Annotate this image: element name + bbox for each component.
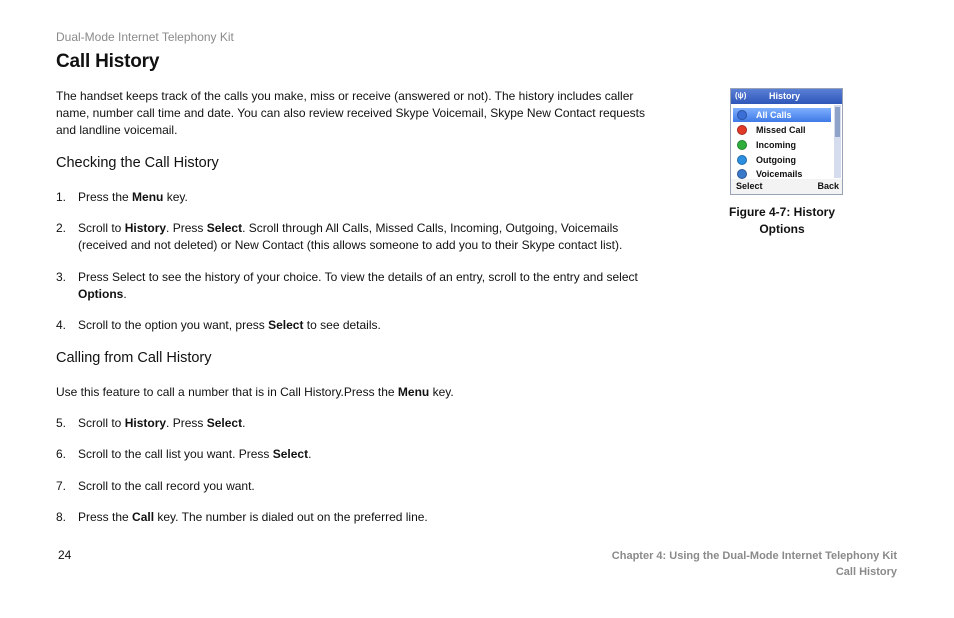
step-text: Scroll to the call list you want. Press Select. — [78, 447, 312, 461]
step-text: Scroll to History. Press Select. Scroll through All Calls, Missed Calls, Incoming, Outgoing, Voicemails (received and not deleted) or New Contact (this allows someone to add you to their Skype contact list). — [78, 221, 623, 252]
menu-item-missed-call — [733, 123, 831, 137]
footer-chapter — [612, 548, 897, 580]
step-text: Scroll to the option you want, press Select to see details. — [78, 318, 381, 332]
step-7 — [56, 478, 656, 495]
step-1 — [56, 189, 656, 206]
phone-title-bar — [731, 89, 842, 104]
step-number: 6. — [56, 447, 67, 461]
antenna-icon: (ψ) — [735, 91, 747, 100]
step-text: Press Select to see the history of your choice. To view the details of an entry, scroll to the entry and select Options. — [78, 270, 638, 301]
page-title: Call History — [56, 51, 160, 72]
phone-scrollbar-thumb — [835, 107, 840, 137]
step-number: 1. — [56, 190, 67, 204]
outgoing-icon — [737, 155, 747, 165]
step-number: 4. — [56, 318, 67, 332]
step-number: 5. — [56, 416, 67, 430]
menu-item-incoming — [733, 138, 831, 152]
missed-call-icon — [737, 125, 747, 135]
figure-caption-line-1: Figure 4-7: History — [728, 205, 836, 219]
menu-item-all-calls — [733, 108, 831, 122]
menu-item-label: All Calls — [756, 110, 792, 120]
checking-heading: Checking the Call History — [56, 155, 219, 171]
step-5 — [56, 415, 656, 432]
step-text: Scroll to History. Press Select. — [78, 416, 246, 430]
calling-heading: Calling from Call History — [56, 350, 212, 366]
phone-scrollbar — [834, 105, 841, 178]
step-8 — [56, 509, 656, 526]
step-number: 3. — [56, 270, 67, 284]
step-number: 2. — [56, 221, 67, 235]
voicemail-icon — [737, 169, 747, 179]
all-calls-icon — [737, 110, 747, 120]
menu-item-label: Incoming — [756, 140, 796, 150]
menu-item-label: Voicemails — [756, 169, 803, 179]
menu-item-label: Outgoing — [756, 155, 796, 165]
menu-item-label: Missed Call — [756, 125, 806, 135]
phone-screen-figure — [730, 88, 843, 195]
step-text: Press the Menu key. — [78, 190, 188, 204]
phone-softkey-bar — [731, 179, 842, 194]
page-number: 24 — [58, 548, 72, 562]
step-3 — [56, 269, 656, 303]
step-4 — [56, 317, 656, 334]
calling-intro: Use this feature to call a number that is in Call History.Press the Menu key. — [56, 385, 454, 399]
step-number: 7. — [56, 479, 67, 493]
footer-section-title: Call History — [835, 566, 897, 578]
intro-paragraph: The handset keeps track of the calls you make, miss or receive (answered or not). The history includes caller name, number call time and date. You can also review received Skype Voicemail, Skype New Contact requests and landline voicemail. — [56, 89, 645, 137]
softkey-select: Select — [736, 181, 763, 191]
menu-item-outgoing — [733, 153, 831, 167]
figure-caption-line-2: Options — [759, 222, 805, 236]
softkey-back: Back — [817, 181, 839, 191]
phone-screen-title: History — [769, 91, 801, 101]
step-text: Scroll to the call record you want. — [78, 479, 255, 493]
step-text: Press the Call key. The number is dialed out on the preferred line. — [78, 510, 428, 524]
step-number: 8. — [56, 510, 67, 524]
header-kit-name: Dual-Mode Internet Telephony Kit — [56, 30, 234, 44]
phone-menu-list — [731, 104, 842, 179]
step-6 — [56, 446, 656, 463]
footer-chapter-title: Chapter 4: Using the Dual-Mode Internet Telephony Kit — [611, 550, 897, 562]
step-2 — [56, 220, 656, 254]
incoming-icon — [737, 140, 747, 150]
figure-caption — [722, 204, 842, 238]
